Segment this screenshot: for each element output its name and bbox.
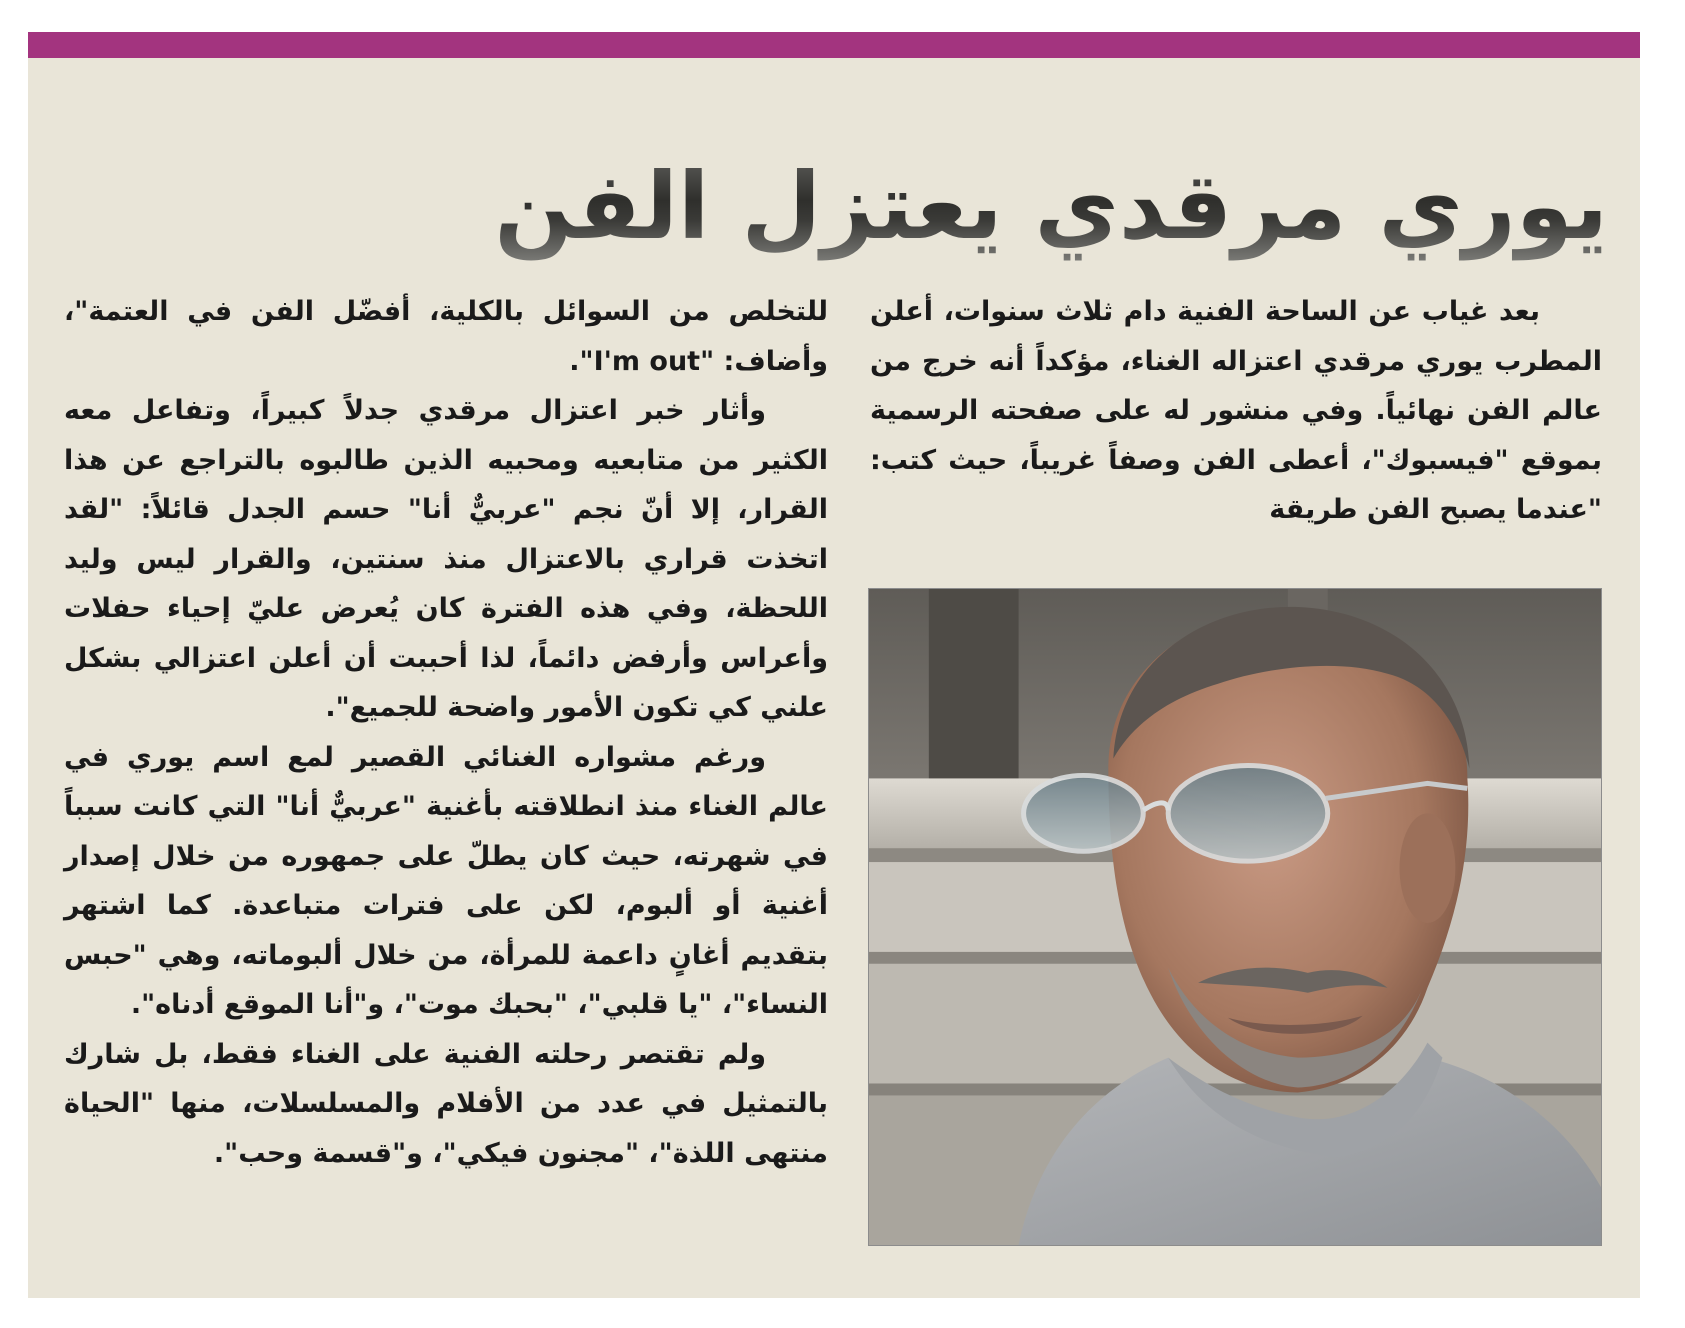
continuation-paragraph: للتخلص من السوائل بالكلية، أفضّل الفن في العتمة"، وأضاف: "I'm out". bbox=[64, 296, 828, 377]
singer-photo bbox=[868, 588, 1602, 1246]
headline: يوري مرقدي يعتزل الفن bbox=[408, 142, 1608, 272]
accent-bar bbox=[28, 32, 1640, 58]
right-column bbox=[870, 287, 1602, 535]
body-paragraph-2: وأثار خبر اعتزال مرقدي جدلاً كبيراً، وتفاعل معه الكثير من متابعيه ومحبيه الذين طالبوه بالتراجع عن هذا القرار، إلا أنّ نجم "عربيٌّ أنا" حسم الجدل قائلاً: "لقد اتخذت قراري بالاعتزال منذ سنتين، والقرار ليس وليد اللحظة، وفي هذه الفترة كان يُعرض عليّ إحياء حفلات وأعراس وأرفض دائماً، لذا أحببت أن أعلن اعتزالي بشكل علني كي تكون الأمور واضحة للجميع". bbox=[64, 395, 828, 723]
article-panel bbox=[28, 32, 1640, 1298]
left-column bbox=[64, 287, 828, 1178]
body-paragraph-4: ولم تقتصر رحلته الفنية على الغناء فقط، بل شارك بالتمثيل في عدد من الأفلام والمسلسلات، منها "الحياة منتهى اللذة"، "مجنون فيكي"، و"قسمة وحب". bbox=[64, 1038, 828, 1169]
body-paragraph-3: ورغم مشواره الغنائي القصير لمع اسم يوري في عالم الغناء منذ انطلاقته بأغنية "عربيٌّ أنا" التي كانت سبباً في شهرته، حيث كان يطلّ على جمهوره من خلال إصدار أغنية أو ألبوم، لكن على فترات متباعدة. كما اشتهر بتقديم أغانٍ داعمة للمرأة، من خلال ألبوماته، وهي "حبس النساء"، "يا قلبي"، "بحبك موت"، و"أنا الموقع أدناه". bbox=[64, 741, 828, 1020]
intro-paragraph: بعد غياب عن الساحة الفنية دام ثلاث سنوات، أعلن المطرب يوري مرقدي اعتزاله الغناء، مؤكداً أنه خرج من عالم الفن نهائياً. وفي منشور له على صفحته الرسمية بموقع "فيسبوك"، أعطى الفن وصفاً غريباً، حيث كتب: "عندما يصبح الفن طريقة bbox=[870, 296, 1602, 525]
portrait-illustration bbox=[869, 589, 1601, 1245]
